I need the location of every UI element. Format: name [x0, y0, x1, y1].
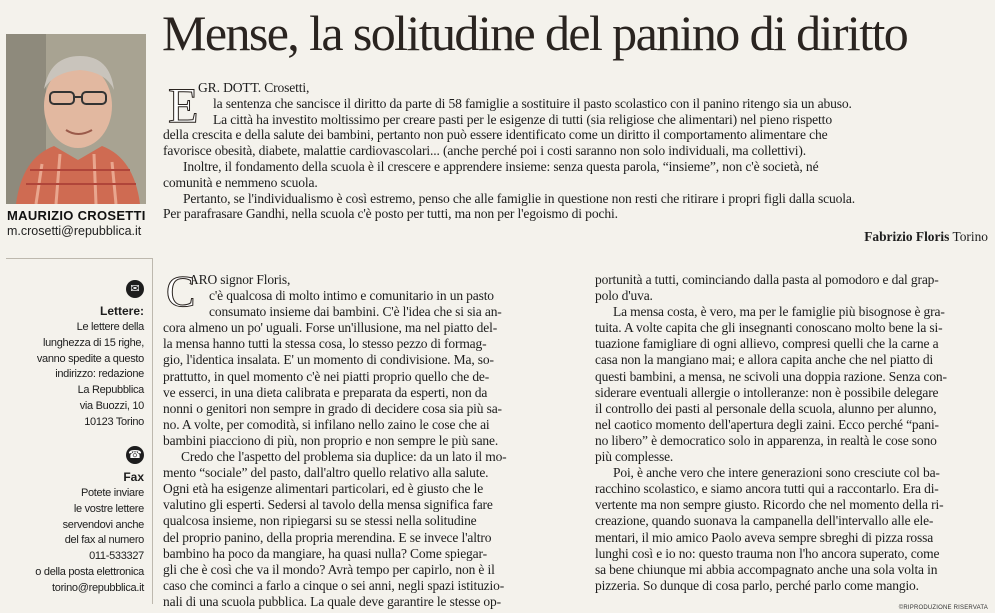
letter-signature [864, 229, 988, 245]
reply-column-left [163, 267, 557, 610]
reply-line: lunghi così e io no: questo trauma non l'ho ancora superato, come [595, 545, 940, 561]
author-name: MAURIZIO CROSETTI [7, 208, 146, 223]
fax-icon: ☎ [126, 446, 144, 464]
letters-body [37, 320, 144, 431]
reply-line: portunità a tutti, cominciando dalla pasta al pomodoro e dal grap- [595, 272, 939, 287]
reply-line: caso che cominci a farlo a cinque o sei anni, negli spazi istituzio- [163, 577, 505, 593]
fax-number: 011-533327 [89, 550, 144, 563]
reply-line: sa bene chiunque mi abbia accompagnato anche una sola volta in [595, 561, 938, 577]
letters-info [4, 280, 144, 440]
reply-line: mentari, il mio amico Paolo aveva sempre sbreghi di pizza rossa [595, 529, 934, 545]
reply-line: prattutto, in quel momento c'è nei piatti proprio quello che de- [163, 368, 490, 384]
letter-line: la sentenza che sancisce il diritto da parte di 58 famiglie a sostituire il pasto scolastico con il panino ritengo sia un abuso. [213, 95, 852, 111]
fax-body [35, 486, 144, 597]
letters-line: vanno spedite a questo [36, 352, 144, 365]
fax-line: servendovi anche [62, 518, 144, 531]
fax-email[interactable]: torino@repubblica.it [52, 581, 144, 594]
signature-name: Fabrizio Floris [864, 229, 950, 244]
reply-line: Credo che l'aspetto del problema sia duplice: da un lato il mo- [181, 449, 507, 465]
fax-info [4, 446, 144, 606]
reply-line: vertente ma non sempre giusto. Ricordo che nel momento della ri- [595, 497, 944, 513]
letters-line: indirizzo: redazione [55, 368, 144, 381]
reply-line: bambino ha poco da mangiare, ha quasi nulla? Come spiegar- [163, 545, 487, 561]
reply-line: siderare eventuali allergie o intolleranze: non è possibile delegare [595, 384, 939, 400]
reader-letter [163, 77, 989, 222]
letters-line: 10123 Torino [84, 415, 144, 428]
salutation-caps: GR. DOTT. [198, 80, 261, 95]
salutation-rest: signor Floris, [217, 272, 291, 287]
reply-line: gio, l'identica insalata. E' un momento di condivisione. Ma, so- [163, 352, 494, 368]
fax-line: del fax al numero [64, 534, 144, 547]
reply-line: nonni o genitori non sempre in grado di decidere cosa sia più sa- [163, 400, 502, 416]
reply-line: valutino gli esperti. Sedersi al tavolo della mensa significa fare [163, 497, 493, 513]
reply-line: tuita. A volte capita che gli insegnanti conoscano molto bene la si- [595, 320, 943, 336]
author-photo [6, 34, 146, 204]
letters-line: La Repubblica [77, 384, 144, 397]
reply-line: pizzeria. So dunque di cosa parlo, perché parlo come mangio. [595, 577, 919, 593]
letter-line: della crescita e della salute dei bambini, pertanto non può essere identificato come un diritto il comportamento alimentare che [163, 127, 828, 143]
copyright-notice: ©RIPRODUZIONE RISERVATA [898, 605, 988, 611]
salutation-caps: ARO [189, 272, 218, 287]
reply-line: c'è qualcosa di molto intimo e comunitario in un pasto [209, 288, 494, 304]
reply-line: bambini piacciono di più, non proprio e non sempre le più sane. [163, 432, 499, 448]
page-title: Mense, la solitudine del panino di diritto [162, 5, 908, 61]
reply-line: La mensa costa, è vero, ma per le famiglie più bisognose è gra- [613, 304, 945, 320]
reply-column-right [595, 272, 988, 594]
reply-line: Poi, è anche vero che intere generazioni sono cresciute col ba- [613, 465, 940, 481]
letters-line: lunghezza di 15 righe, [42, 336, 144, 349]
letter-line: Pertanto, se l'individualismo è così estremo, penso che alle famiglie in questione non resti che ritirare i propri figli dalla scuola. [183, 190, 856, 206]
reply-line: racchino scolastico, e siamo ancora tutti qui a raccontarlo. Era di- [595, 481, 939, 497]
reply-line: casa non la mangiano mai; e allora capita anche che nel piatto di [595, 352, 934, 368]
letters-line: Le lettere della [76, 321, 144, 333]
reply-line: nali di una scuola pubblica. La quale deve garantire le stesse op- [163, 593, 501, 609]
reply-line: no libero” è democratico solo in apparenza, in realtà le cose sono [595, 432, 937, 448]
reply-line: nel caotico momento dell'apertura degli zaini. Ecco perché “pani- [595, 416, 939, 432]
drop-cap: E [168, 77, 199, 133]
divider [152, 258, 153, 604]
reply-line: tuazione famigliare di ogni allievo, compresi quelli che la carne a [595, 336, 939, 352]
reply-salutation [163, 272, 557, 288]
reply-line: Ogni età ha esigenze alimentari particolari, ed è giusto che le [163, 481, 484, 497]
reply-line: creazione, quando suonava la campanella dell'intervallo alle ele- [595, 513, 934, 529]
drop-cap: C [166, 267, 196, 316]
letter-line: comunità e nemmeno scuola. [163, 174, 318, 190]
fax-line: Potete inviare [80, 487, 144, 499]
reply-line: più complesse. [595, 449, 674, 465]
reply-line: questi bambini, a mensa, ne scivoli una doppia razione. Senza con- [595, 368, 947, 384]
reply-line: no. A volte, per comodità, si infilano nello zaino le cose che ai [163, 416, 490, 432]
reply-line: polo d'uva. [595, 288, 653, 304]
author-email[interactable]: m.crosetti@repubblica.it [7, 224, 142, 238]
reply-line: consumato insieme dai bambini. C'è l'idea che si sia an- [209, 304, 502, 320]
reply-line: cora almeno un po' uguali. Forse un'illusione, ma nel piatto del- [163, 320, 498, 336]
letter-line: La città ha investito moltissimo per creare pasti per le esigenze di tutti (sia religiose che alimentari) nel pieno rispetto [213, 111, 832, 127]
letters-line: via Buozzi, 10 [79, 399, 144, 412]
reply-line: del proprio panino, della propria merendina. E se invece l'altro [163, 529, 492, 545]
reply-line: mento “sociale” del pasto, dall'altro quello relativo alla salute. [163, 465, 489, 481]
reply-line: il controllo dei pasti al personale della scuola, alunno per alunno, [595, 400, 937, 416]
letters-title: Lettere: [99, 304, 144, 318]
fax-line: o della posta elettronica [35, 565, 144, 578]
reply-line: qualcosa insieme, non ripiegarsi su se stessi nella solitudine [163, 513, 477, 529]
divider [6, 258, 152, 259]
salutation-rest: Crosetti, [260, 80, 310, 95]
letter-salutation [163, 80, 989, 96]
reply-line: la mensa hanno tutti la stessa cosa, lo stesso pezzo di formag- [163, 336, 487, 352]
signature-city: Torino [952, 229, 988, 244]
fax-title: Fax [123, 470, 144, 484]
letter-line: Per parafrasare Gandhi, nella scuola c'è posto per tutti, ma non per l'egoismo di pochi. [163, 206, 618, 222]
reply-line: ve esserci, in una dieta calibrata e preparata da esperti, non da [163, 384, 488, 400]
letter-line: Inoltre, il fondamento della scuola è il crescere e apprendere insieme: senza questa parola, “insieme”, non c'è società, né [183, 158, 819, 174]
fax-line: le vostre lettere [73, 502, 144, 515]
envelope-icon: ✉ [126, 280, 144, 298]
portrait-photo-icon [6, 34, 146, 204]
reply-line: gli che è così che va il mondo? Avrà tempo per capirlo, non è il [163, 561, 495, 577]
letter-line: favorisce obesità, diabete, malattie cardiovascolari... (anche perché poi i costi saranno non solo individuali, ma collettivi). [163, 143, 807, 159]
